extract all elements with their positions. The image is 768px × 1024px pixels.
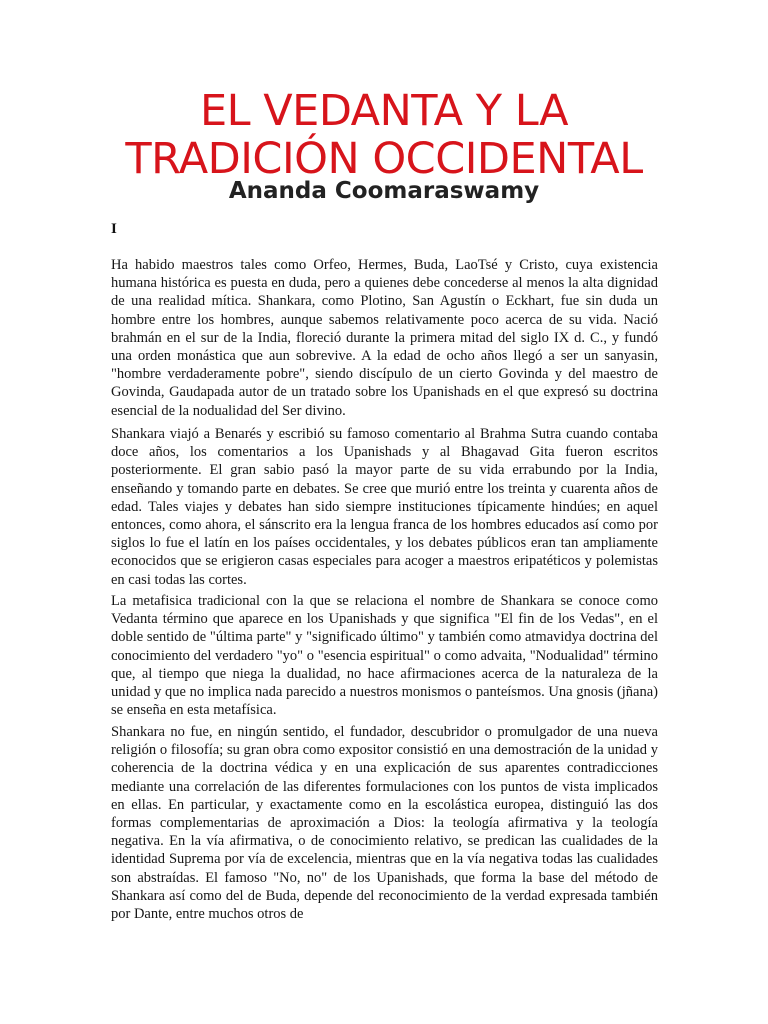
paragraph-1: Ha habido maestros tales como Orfeo, Hermes, Buda, LaoTsé y Cristo, cuya existencia humana histórica es puesta en duda, pero a quienes debe concederse al menos la alta dignidad de una realidad mítica. Shankara, como Plotino, San Agustín o Eckhart, fue sin duda un hombre entre los hombres, aunque sabemos relativamente poco acerca de su vida. Nació brahmán en el sur de la India, floreció durante la primera mitad del siglo IX d. C., y fundó una orden monástica que aun sobrevive. A la edad de ocho años llegó a ser un sanyasin, "hombre verdaderamente pobre", siendo discípulo de un cierto Govinda y del maestro de Govinda, Gaudapada autor de un tratado sobre los Upanishads en el que expresó su doctrina esencial de la nodualidad del Ser divino. (111, 257, 658, 419)
section-number: I (111, 221, 117, 237)
paragraph-3: La metafisica tradicional con la que se relaciona el nombre de Shankara se conoce como Vedanta término que aparece en los Upanishads y que significa "El fin de los Vedas", en el doble sentido de "última parte" y "significado último" y también como atmavidya doctrina del conocimiento del verdadero "yo" o "esencia espiritual" o como advaita, "Nodualidad" término que, al tiempo que niega la dualidad, no hace afirmaciones acerca de la naturaleza de la unidad y que no implica nada parecido a nuestros monismos o panteísmos. Una gnosis (jñana) se enseña en esta metafísica. (111, 593, 658, 719)
title-line-1: EL VEDANTA Y LA (199, 86, 569, 136)
paragraph-4: Shankara no fue, en ningún sentido, el fundador, descubridor o promulgador de una nueva religión o filosofía; su gran obra como expositor consistió en una demostración de la unidad y coherencia de la doctrina védica y en una explicación de sus aparentes contradicciones mediante una correlación de las diferentes formulaciones con los puntos de vista implicados en ellas. En particular, y exactamente como en la escolástica europea, distinguió las dos formas complementarias de aproximación a Dios: la teología afirmativa y la teología negativa. En la vía afirmativa, o de conocimiento relativo, se predican las cualidades de la identidad Suprema por vía de excelencia, mientras que en la vía negativa todas las cualidades son abstraídas. El famoso "No, no" de los Upanishads, que forma la base del método de Shankara así como del de Buda, depende del reconocimiento de la verdad expresada también por Dante, entre muchos otros de (111, 724, 658, 923)
author-name: Ananda Coomaraswamy (228, 178, 540, 204)
title-line-2: TRADICIÓN OCCIDENTAL (125, 134, 643, 184)
paragraph-2: Shankara viajó a Benarés y escribió su famoso comentario al Brahma Sutra cuando contaba doce años, los comentarios a los Upanishads y al Bhagavad Gita fueron escritos posteriormente. El gran sabio pasó la mayor parte de su vida errabundo por la India, enseñando y tomando parte en debates. Se cree que murió entre los treinta y cuarenta años de edad. Tales viajes y debates han sido siempre instituciones típicamente hindúes; en aquel entonces, como ahora, el sánscrito era la lengua franca de los hombres educados así como por siglos lo fue el latín en los países occidentales, y los debates públicos eran tan ampliamente econocidos que se erigieron casas especiales para acoger a maestros eripatéticos y polemistas en casi todas las cortes. (111, 426, 658, 588)
